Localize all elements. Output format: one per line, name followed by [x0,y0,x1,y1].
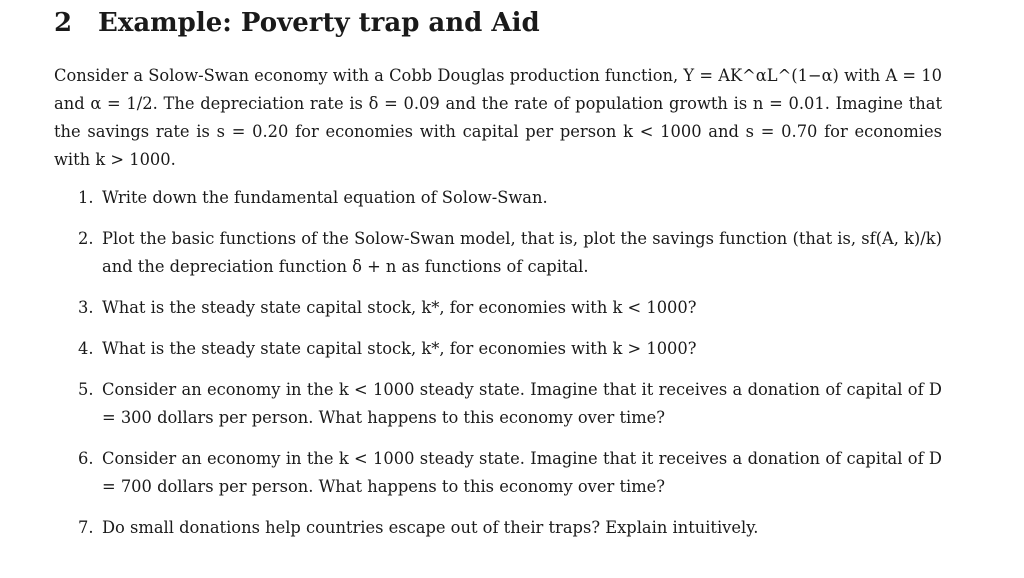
question-item [78,184,942,212]
question-number: 1. [78,188,94,207]
question-text: Consider an economy in the k < 1000 steady state. Imagine that it receives a donation of capital of D = 700 dollars per person. What happens to this economy over time? [102,449,942,496]
question-number: 3. [78,298,94,317]
question-number: 2. [78,229,94,248]
question-text: What is the steady state capital stock, k*, for economies with k < 1000? [102,298,697,317]
question-number: 7. [78,518,94,537]
question-number: 6. [78,449,94,468]
question-item [78,445,942,501]
question-text: Plot the basic functions of the Solow-Swan model, that is, plot the savings function (that is, sf(A, k)/k) and the depreciation function δ + n as functions of capital. [102,229,942,276]
question-text: Consider an economy in the k < 1000 steady state. Imagine that it receives a donation of capital of D = 300 dollars per person. What happens to this economy over time? [102,380,942,427]
question-item [78,514,942,542]
section-title: Example: Poverty trap and Aid [98,8,540,38]
question-text: What is the steady state capital stock, k*, for economies with k > 1000? [102,339,697,358]
question-text: Do small donations help countries escape out of their traps? Explain intuitively. [102,518,759,537]
question-list [78,184,942,555]
question-item [78,376,942,432]
intro-paragraph [54,62,942,174]
section-number: 2 [54,8,73,38]
question-item [78,335,942,363]
question-number: 4. [78,339,94,358]
question-number: 5. [78,380,94,399]
question-text: Write down the fundamental equation of Solow-Swan. [102,188,548,207]
question-item [78,294,942,322]
question-item [78,225,942,281]
section-heading [54,8,540,38]
intro-text: Consider a Solow-Swan economy with a Cobb Douglas production function, Y = AK^αL^(1−α) with A = 10 and α = 1/2. The depreciation rate is δ = 0.09 and the rate of population growth is n = 0.01. Imagine that the savings rate is s = 0.20 for economies with capital per person k < 1000 and s = 0.70 for economies with k > 1000. [54,66,942,169]
